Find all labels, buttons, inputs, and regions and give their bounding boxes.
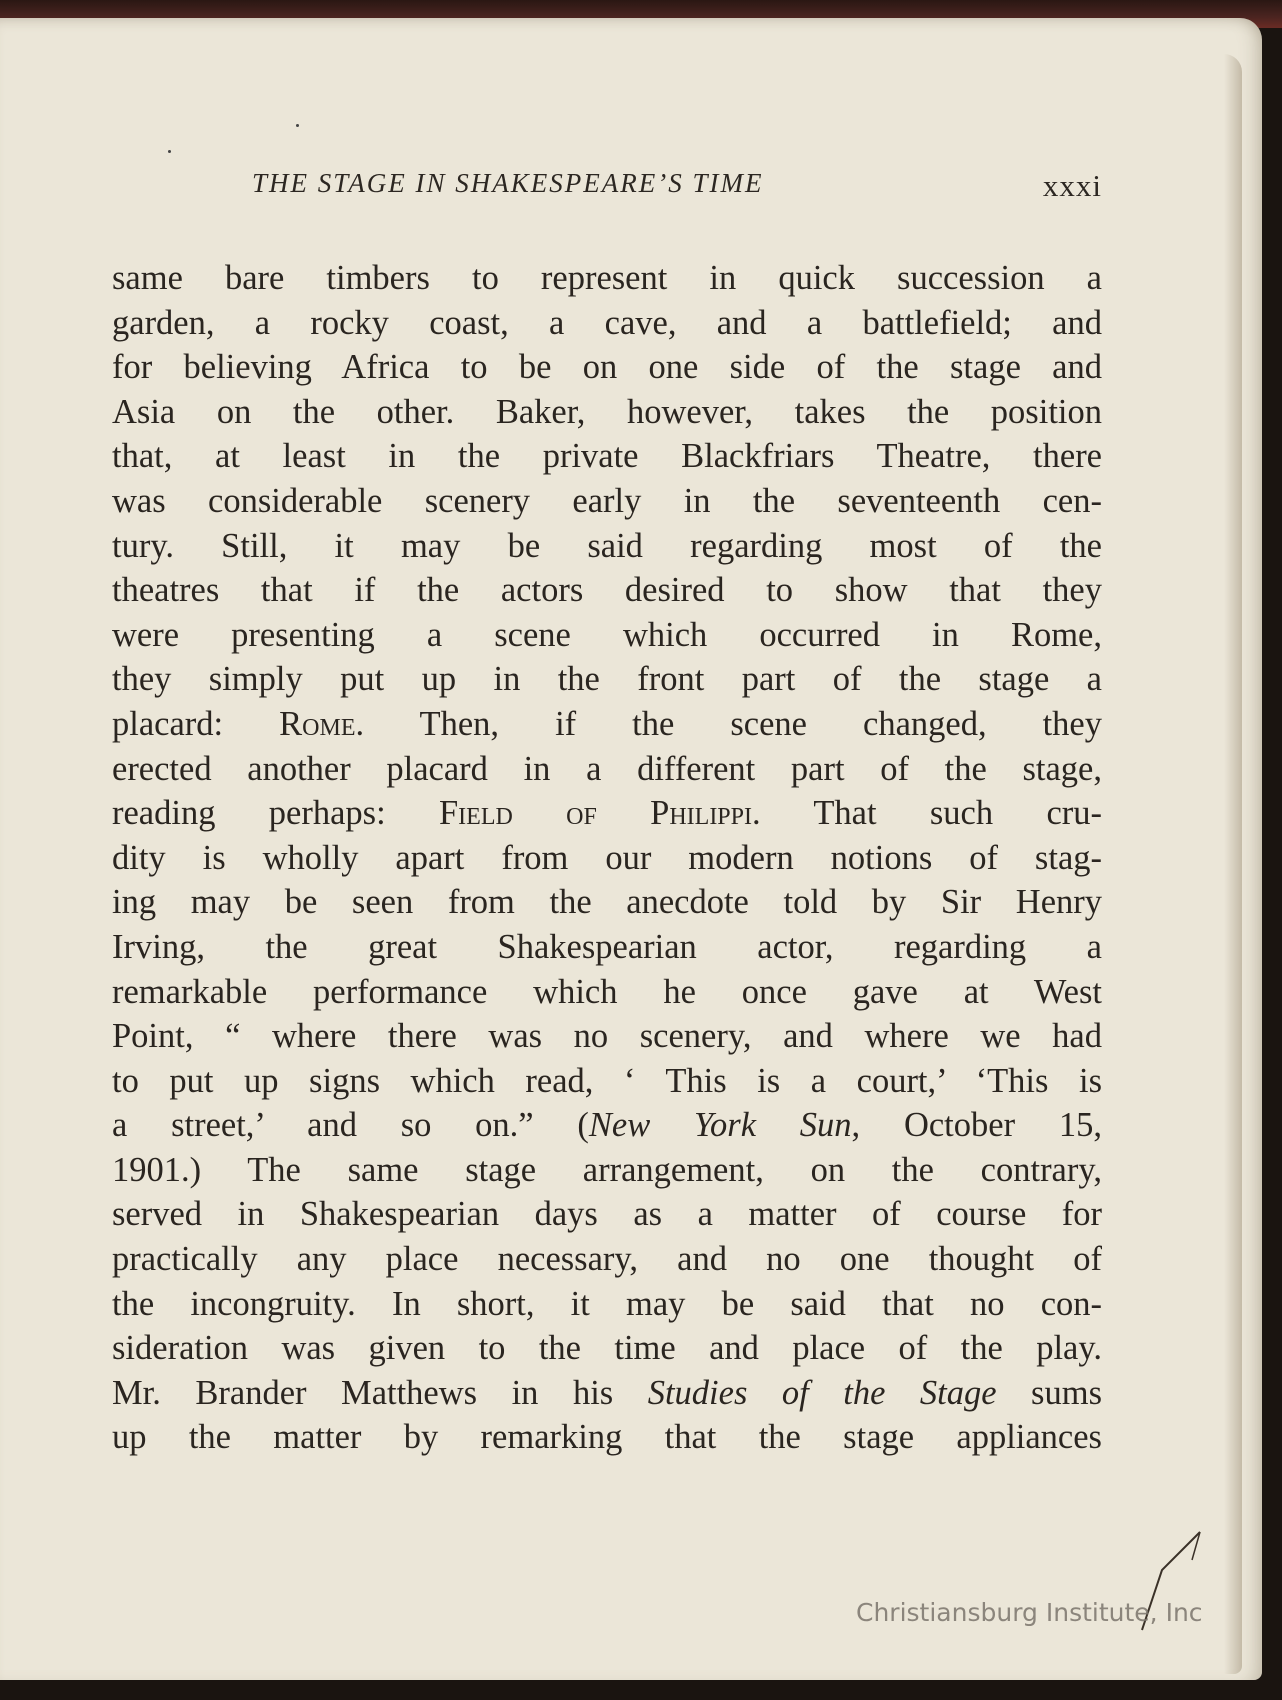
text-line: same bare timbers to represent in quick succession a — [112, 259, 1102, 297]
text-line: for believing Africa to be on one side of the stage and — [112, 348, 1102, 387]
text-line: they simply put up in the front part of the stage a — [112, 660, 1102, 699]
text-line: practically any place necessary, and no one thought of — [112, 1240, 1102, 1279]
italic-newspaper-title: New York Sun — [588, 1106, 852, 1145]
text-run: , October 15, — [851, 1106, 1102, 1145]
small-caps-placard-rome: Rome. — [279, 704, 365, 743]
text-line: was considerable scenery early in the seventeenth cen- — [112, 481, 1102, 520]
text-line: remarkable performance which he once gave at West — [112, 972, 1102, 1011]
text-line: theatres that if the actors desired to show that they — [112, 571, 1102, 610]
text-line: up the matter by remarking that the stage appliances — [112, 1418, 1102, 1457]
text-line — [112, 1371, 1102, 1416]
text-run: Mr. Brander Matthews in his — [112, 1373, 648, 1412]
text-run: reading perhaps: — [112, 794, 439, 833]
text-line: Irving, the great Shakespearian actor, regarding a — [112, 927, 1102, 966]
text-line — [112, 791, 1102, 836]
page-number: xxxi — [1042, 168, 1102, 203]
ink-speck — [296, 124, 299, 127]
text-line: garden, a rocky coast, a cave, and a battlefield; and — [112, 303, 1102, 342]
body-text — [112, 256, 1102, 1460]
text-line: tury. Still, it may be said regarding most of the — [112, 526, 1102, 565]
text-line: 1901.) The same stage arrangement, on the contrary, — [112, 1150, 1102, 1189]
text-run: placard: — [112, 704, 280, 743]
text-line: served in Shakespearian days as a matter of course for — [112, 1195, 1102, 1234]
text-line: ing may be seen from the anecdote told by Sir Henry — [112, 883, 1102, 922]
text-run: a street,’ and so on.” ( — [112, 1106, 589, 1145]
text-run: sums — [996, 1373, 1102, 1412]
running-head — [112, 168, 1102, 218]
ink-speck — [168, 150, 171, 153]
text-line: to put up signs which read, ‘ This is a court,’ ‘This is — [112, 1061, 1102, 1100]
text-line: Asia on the other. Baker, however, takes the position — [112, 392, 1102, 431]
small-caps-placard-philippi: Field of Philippi. — [438, 794, 761, 833]
page-fore-edge — [1224, 54, 1242, 1674]
watermark: Christiansburg Institute, Inc — [856, 1598, 1203, 1627]
running-head-title: THE STAGE IN SHAKESPEARE’S TIME — [252, 168, 764, 198]
text-line: sideration was given to the time and place of the play. — [112, 1329, 1102, 1368]
text-line: the incongruity. In short, it may be said that no con- — [112, 1284, 1102, 1323]
book-page — [0, 18, 1262, 1680]
text-line: erected another placard in a different part of the stage, — [112, 749, 1102, 788]
text-line: dity is wholly apart from our modern notions of stag- — [112, 838, 1102, 877]
text-line: Point, “ where there was no scenery, and where we had — [112, 1017, 1102, 1056]
italic-book-title: Studies of the Stage — [647, 1373, 997, 1412]
text-run: Then, if the scene changed, they — [364, 704, 1102, 743]
text-line: that, at least in the private Blackfriars Theatre, there — [112, 437, 1102, 476]
text-line: were presenting a scene which occurred in Rome, — [112, 615, 1102, 654]
text-line — [112, 702, 1102, 747]
text-line — [112, 1103, 1102, 1148]
text-run: That such cru- — [760, 794, 1102, 833]
